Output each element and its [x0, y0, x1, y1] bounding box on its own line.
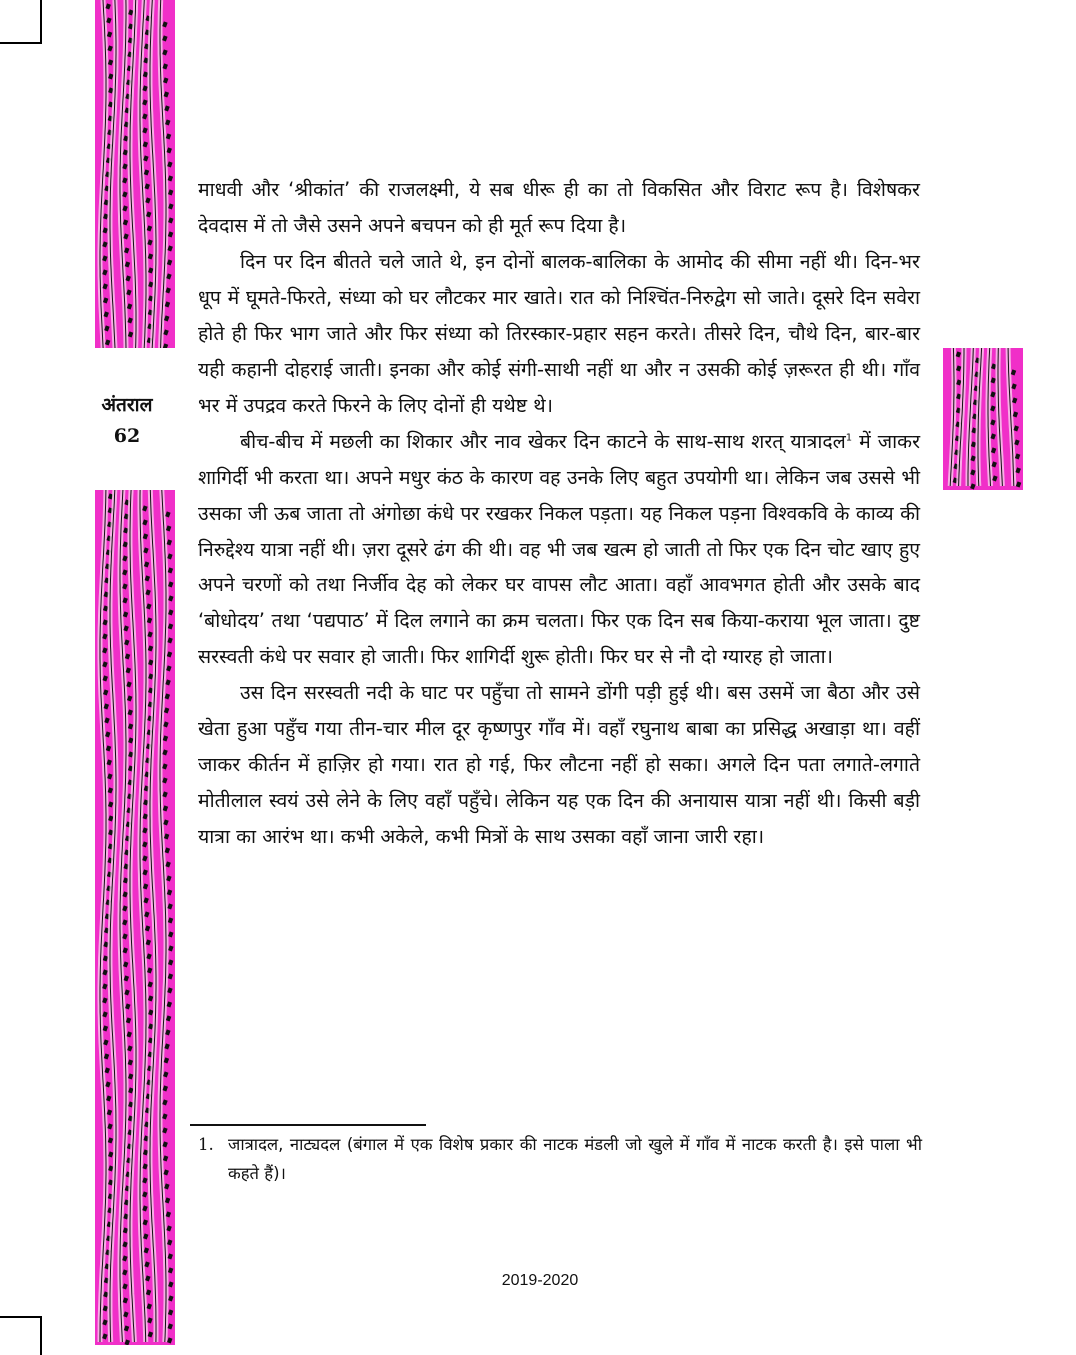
paragraph-text: में जाकर शागिर्दी भी करता था। अपने मधुर कंठ के कारण वह उनके लिए बहुत उपयोगी था। लेकिन जब उससे भी उसका जी ऊब जाता तो अंगोछा कंधे पर रखकर निकल पड़ता। यह निकल पड़ना विश्वकवि के काव्य की निरुद्देश्य यात्रा नहीं थी। ज़रा दूसरे ढंग की थी। वह भी जब खत्म हो जाती तो फिर एक दिन चोट खाए हुए अपने चरणों को तथा निर्जीव देह को लेकर घर वापस लौट आता। वहाँ आवभगत होती और उसके बाद ‘बोधोदय’ तथा ‘पद्यपाठ’ में दिल लगाने का क्रम चलता। फिर एक दिन सब किया-कराया भूल जाता। दुष्ट सरस्वती कंधे पर सवार हो जाती। फिर शागिर्दी शुरू होती। फिर घर से नौ दो ग्यारह हो जाता।	[198, 429, 920, 669]
crop-mark-top-horizontal	[0, 42, 42, 44]
page-number: 62	[113, 425, 141, 447]
section-label: अंतराल	[101, 394, 153, 416]
page-header	[86, 390, 168, 452]
crop-mark-top-vertical	[40, 0, 42, 44]
paragraph-text: बीच-बीच में मछली का शिकार और नाव खेकर दिन काटने के साथ-साथ शरत् यात्रादल	[240, 429, 846, 453]
decorative-border-right	[943, 348, 1023, 490]
decorative-border-top-left	[95, 0, 175, 348]
footnote-rule	[190, 1124, 426, 1126]
decorative-pattern	[95, 0, 175, 348]
decorative-border-bottom-left	[95, 490, 175, 1345]
footnote-number: 1.	[198, 1135, 214, 1154]
paragraph: उस दिन सरस्वती नदी के घाट पर पहुँचा तो सामने डोंगी पड़ी हुई थी। बस उसमें जा बैठा और उसे खेता हुआ पहुँच गया तीन-चार मील दूर कृष्णपुर गाँव में। वहाँ रघुनाथ बाबा का प्रसिद्ध अखाड़ा था। वहीं जाकर कीर्तन में हाज़िर हो गया। रात हो गई, फिर लौटना नहीं हो सका। अगले दिन पता लगाते-लगाते मोतीलाल स्वयं उसे लेने के लिए वहाँ पहुँचे। लेकिन यह एक दिन की अनायास यात्रा नहीं थी। किसी बड़ी यात्रा का आरंभ था। कभी अकेले, कभी मित्रों के साथ उसका वहाँ जाना जारी रहा।	[198, 681, 920, 849]
footnote-text: जात्रादल, नाट्यदल (बंगाल में एक विशेष प्रकार की नाटक मंडली जो खुले में गाँव में नाटक करती है। इसे पाला भी कहते हैं)।	[228, 1135, 922, 1183]
body-text	[198, 172, 920, 855]
footnote-reference: 1	[845, 432, 853, 444]
decorative-pattern	[943, 348, 1023, 490]
crop-mark-bottom-vertical	[40, 1316, 42, 1355]
decorative-pattern	[95, 490, 175, 1345]
paragraph: दिन पर दिन बीतते चले जाते थे, इन दोनों बालक-बालिका के आमोद की सीमा नहीं थी। दिन-भर धूप में घूमते-फिरते, संध्या को घर लौटकर मार खाते। रात को निश्चिंत-निरुद्वेग सो जाते। दूसरे दिन सवेरा होते ही फिर भाग जाते और फिर संध्या को तिरस्कार-प्रहार सहन करते। तीसरे दिन, चौथे दिन, बार-बार यही कहानी दोहराई जाती। इनका और कोई संगी-साथी नहीं था और न उसकी कोई ज़रूरत ही थी। गाँव भर में उपद्रव करते फिरने के लिए दोनों ही यथेष्ट थे।	[198, 249, 920, 417]
page-footer-year: 2019-2020	[501, 1272, 579, 1289]
paragraph: माधवी और ‘श्रीकांत’ की राजलक्ष्मी, ये सब धीरू ही का तो विकसित और विराट रूप है। विशेषकर देवदास में तो जैसे उसने अपने बचपन को ही मूर्त रूप दिया है।	[198, 178, 920, 237]
footnote	[198, 1130, 922, 1188]
crop-mark-bottom-horizontal	[0, 1316, 42, 1318]
paragraph	[198, 424, 920, 676]
